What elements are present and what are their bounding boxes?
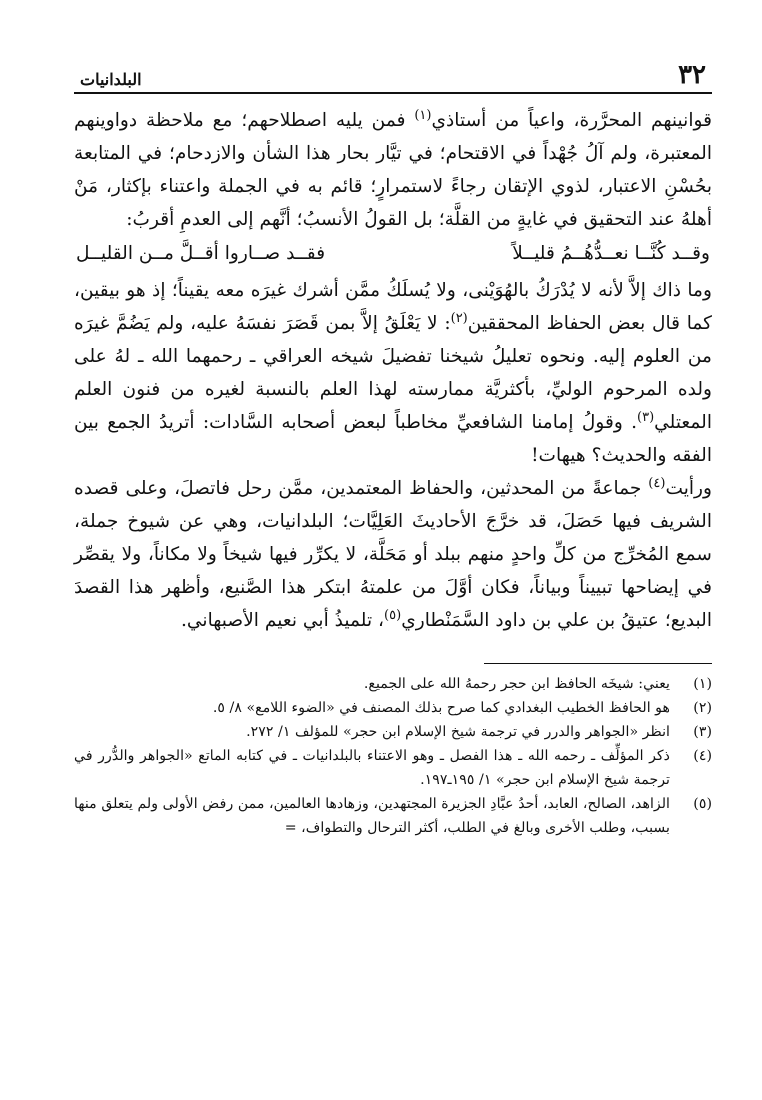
footnote-number: (٢) [693, 700, 712, 716]
book-page [74, 56, 712, 1100]
footnote-divider [484, 663, 712, 664]
footnote-text: الزاهد، الصالح، العابد، أحدُ عبَّادِ الجزيرة المجتهدين، وزهادها العالمين، ممن رفض الأولى ولم يتعلق منها بسبب، وطلب الأخرى وبالغ في الطلب، أكثر الترحال والتطواف، = [74, 796, 670, 836]
footnote-item [74, 696, 712, 720]
page-header [74, 56, 712, 94]
footnote-marker: (٣) [637, 409, 655, 425]
footnote-text: انظر «الجواهر والدرر في ترجمة شيخ الإسلام ابن حجر» للمؤلف ١/ ٢٧٢. [246, 724, 670, 740]
footnotes [74, 672, 712, 840]
poetry-verse [74, 237, 712, 270]
footnote-item [74, 720, 712, 744]
text-run: جماعةً من المحدثين، والحفاظ المعتمدين، ممَّن رحل فاتصلَ، وعلى قصده الشريف فيها حَصَلَ، قد خرَّجَ الأحاديثَ العَلِيَّات؛ البلدانيات، وهي عن شيوخ جملة، سمع المُخرِّج من كلِّ واحدٍ منهم ببلد أو مَحَلَّة، لا يكرِّر فيها شيخاً ولا مكاناً، ولا يقصِّر في إيضاحها تبييناً وبياناً، فكان أوَّلَ من علمتهُ ابتكر هذا الصَّنيع، وأظهر هذا القصدَ البديع؛ عتيقُ بن علي بن داود السَّمَنْطاري [74, 478, 712, 631]
footnote-number: (٤) [693, 748, 712, 764]
footnote-item [74, 744, 712, 792]
paragraph-3 [74, 472, 712, 637]
text-run: : لا يَعْلَقُ إلاَّ بمن قَصَرَ نفسَهُ عليه، ولم يَضُمَّ غيرَه من العلوم إليه. ونحوه تعليلُ شيخنا تفضيلَ شيخه العراقي ـ رحمهما الله ـ لهُ على ولده المرحوم الوليِّ، بأكثريَّة ممارسته لهذا العلم بالنسبة لغيره من فنون العلم المعتلي [74, 313, 712, 433]
page-number: ٣٢ [678, 60, 706, 90]
text-run: وما ذاك إلاَّ لأنه لا يُدْرَكُ بالهُوَيْنى، ولا يُسلَكُ ممَّن أشرك غيرَه معه يقيناً؛ إذ هو بيقين، كما قال بعض الحفاظ المحققين [74, 280, 712, 334]
footnote-marker: (٢) [450, 310, 468, 326]
text-run: ، تلميذُ أبي نعيم الأصبهاني. [180, 610, 385, 631]
footnote-marker: (٤) [648, 475, 666, 491]
footnote-item [74, 792, 712, 840]
paragraph-1 [74, 104, 712, 236]
text-run: قوانينهم المحرَّرة، واعياً من أستاذي [431, 110, 712, 131]
footnote-number: (١) [693, 676, 712, 692]
main-text [74, 104, 712, 637]
text-run: فمن يليه اصطلاحهم؛ مع ملاحظة دواوينهم المعتبرة، ولم آلُ جُهْداً في الاقتحام؛ في تيَّار بحار هذا الشأن والازدحام؛ في المتابعة بحُسْنِ الاعتبار، لذوي الإتقان رجاءً لاستمرارٍ؛ قائم به في الجملة واعتناء بإكثار، مَنْ أهلهُ عند التحقيق في غايةٍ من القلَّة؛ بل القولُ الأنسبُ؛ أنَّهم إلى العدمِ أقربُ: [74, 110, 712, 230]
footnote-text: هو الحافظ الخطيب البغدادي كما صرح بذلك المصنف في «الضوء اللامع» ٨/ ٥. [212, 700, 670, 716]
footnote-number: (٣) [693, 724, 712, 740]
footnote-text: ذكر المؤلِّف ـ رحمه الله ـ هذا الفصل ـ وهو الاعتناء بالبلدانيات ـ في كتابه الماتع «الجواهر والدُّرر في ترجمة شيخ الإسلام ابن حجر» ١/ ١٩٥ـ١٩٧. [74, 748, 670, 788]
text-run: . وقولُ إمامنا الشافعيِّ مخاطباً لبعض أصحابه السَّادات: أتريدُ الجمع بين الفقه والحديث؟ هيهات! [74, 412, 712, 466]
running-title: البلدانيات [80, 70, 142, 89]
paragraph-2 [74, 274, 712, 472]
footnote-marker: (١) [414, 107, 432, 123]
footnote-item [74, 672, 712, 696]
footnote-number: (٥) [693, 796, 712, 812]
footnote-text: يعني: شيخَه الحافظ ابن حجر رحمهُ الله على الجميع. [363, 676, 670, 692]
footnote-marker: (٥) [384, 607, 402, 623]
verse-hemistich-first: وقــد كُنَّــا نعــدُّهُــمُ قليــلاً [512, 243, 710, 264]
text-run: ورأيت [665, 478, 712, 499]
verse-hemistich-second: فقــد صــاروا أقــلَّ مــن القليــل [76, 243, 326, 264]
